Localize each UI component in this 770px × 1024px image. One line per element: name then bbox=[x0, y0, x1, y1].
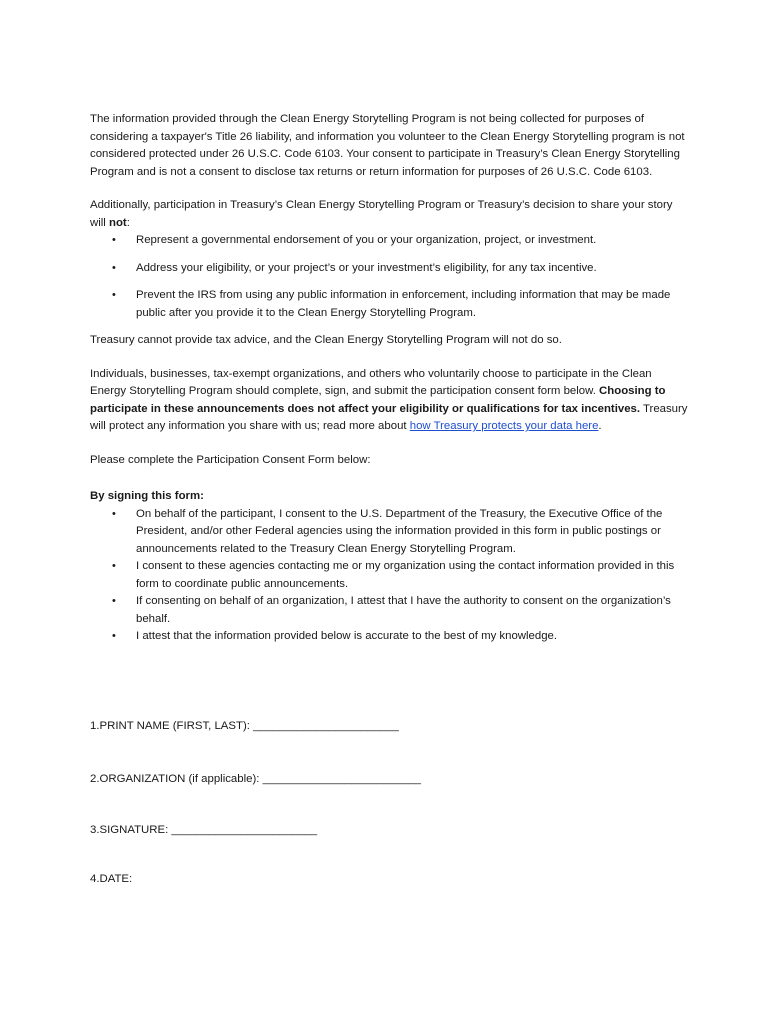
additionally-text: Additionally, participation in Treasury’s Clean Energy Storytelling Program or Treasury’s decision to share your story will bbox=[90, 199, 673, 229]
not-emphasis: not bbox=[108, 216, 127, 229]
bullet-icon: • bbox=[112, 507, 116, 520]
complete-form-paragraph: Please complete the Participation Consent Form below: bbox=[90, 453, 371, 466]
list-item-text: Represent a governmental endorsement of you or your organization, project, or investment. bbox=[136, 234, 597, 246]
print-name-field[interactable]: 1.PRINT NAME (FIRST, LAST): _______________________ bbox=[90, 720, 399, 732]
not-list bbox=[90, 232, 690, 322]
list-item-text: Prevent the IRS from using any public information in enforcement, including information that may be made public after you provide it to the Clean Energy Storytelling Program. bbox=[136, 289, 671, 319]
list-item bbox=[90, 628, 690, 646]
consent-list bbox=[90, 506, 690, 646]
list-item bbox=[90, 593, 690, 628]
document-body bbox=[90, 111, 690, 662]
list-item-text: I attest that the information provided below is accurate to the best of my knowledge. bbox=[136, 630, 558, 642]
bullet-icon: • bbox=[112, 630, 116, 642]
signature-field[interactable]: 3.SIGNATURE: _______________________ bbox=[90, 824, 318, 836]
eligibility-emphasis: Choosing to participate in these announcements does not affect your eligibility or qualifications for tax incentives. bbox=[90, 385, 666, 415]
participation-paragraph bbox=[90, 366, 690, 436]
additionally-paragraph bbox=[90, 197, 690, 232]
bullet-icon: • bbox=[112, 261, 116, 274]
list-item bbox=[90, 260, 690, 278]
list-item bbox=[90, 232, 690, 250]
data-protection-link[interactable]: how Treasury protects your data here bbox=[409, 420, 599, 432]
participation-period: . bbox=[598, 420, 602, 432]
bullet-icon: • bbox=[112, 560, 116, 572]
bullet-icon: • bbox=[112, 595, 116, 607]
disclaimer-paragraph: The information provided through the Clean Energy Storytelling Program is not being collected for purposes of considering a taxpayer's Title 26 liability, and information you volunteer to the Clean Energy Storytelling program is not considered protected under 26 U.S.C. Code 6103. Your consent to participate in Treasury’s Clean Energy Storytelling Program and is not a consent to disclose tax returns or return information for purposes of 26 U.S.C. Code 6103. bbox=[90, 113, 685, 178]
bullet-icon: • bbox=[112, 234, 116, 246]
signing-heading-text: By signing this form: bbox=[90, 490, 204, 502]
list-item-text: If consenting on behalf of an organization, I attest that I have the authority to consent on the organization’s behalf. bbox=[136, 595, 671, 625]
signing-heading bbox=[90, 488, 690, 506]
date-field[interactable]: 4.DATE: bbox=[90, 873, 133, 885]
list-item bbox=[90, 558, 690, 593]
tax-advice-paragraph: Treasury cannot provide tax advice, and the Clean Energy Storytelling Program will not do so. bbox=[90, 334, 562, 346]
list-item bbox=[90, 287, 690, 322]
participation-text-2: Treasury will protect any information you share with us; read more about bbox=[90, 402, 688, 432]
bullet-icon: • bbox=[112, 289, 116, 301]
list-item-text: I consent to these agencies contacting me or my organization using the contact information provided in this form to coordinate public announcements. bbox=[136, 560, 675, 590]
list-item bbox=[90, 506, 690, 559]
organization-field[interactable]: 2.ORGANIZATION (if applicable): _________________________ bbox=[90, 773, 421, 785]
additionally-colon: : bbox=[126, 216, 130, 229]
list-item-text: Address your eligibility, or your project’s or your investment’s eligibility, for any tax incentive. bbox=[136, 261, 597, 274]
list-item-text: On behalf of the participant, I consent to the U.S. Department of the Treasury, the Executive Office of the President, and/or other Federal agencies using the information provided in this form in public postings or announcements related to the Treasury Clean Energy Storytelling Program. bbox=[136, 507, 663, 555]
participation-text: Individuals, businesses, tax-exempt organizations, and others who voluntarily choose to participate in the Clean Energy Storytelling Program should complete, sign, and submit the participation consent form below. bbox=[90, 367, 652, 397]
